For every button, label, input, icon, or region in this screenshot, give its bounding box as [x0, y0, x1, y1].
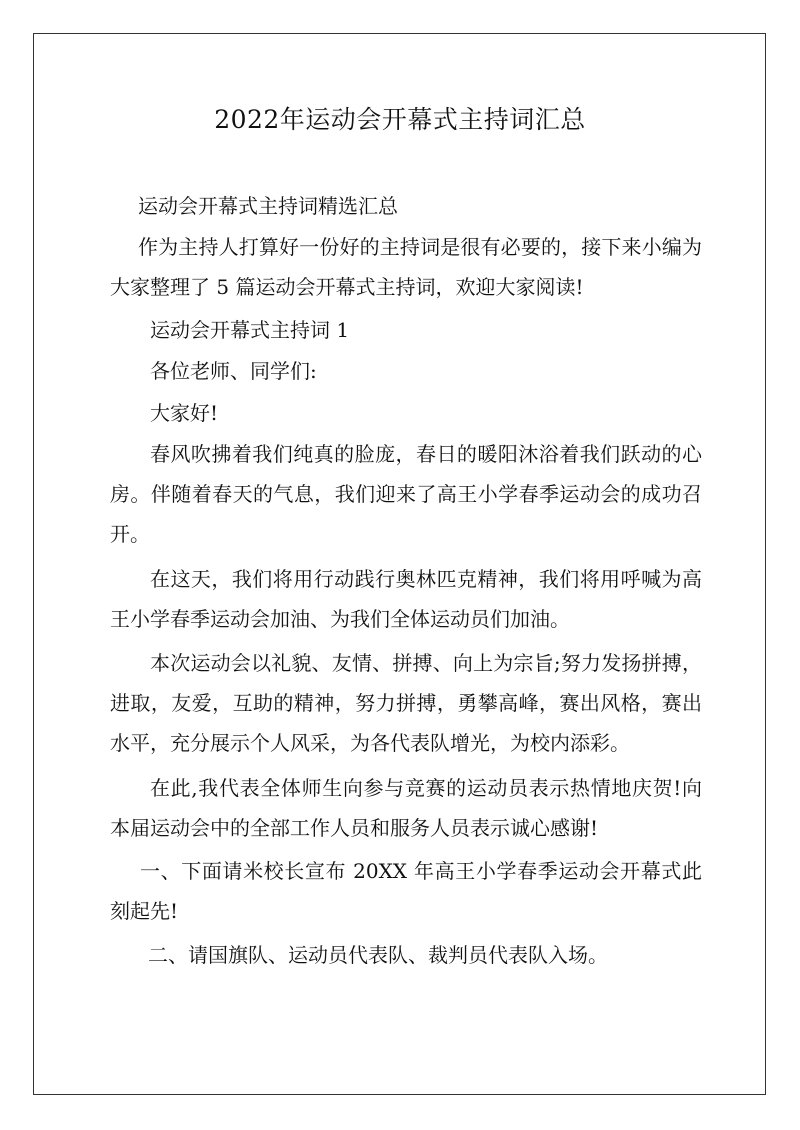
paragraph-item-one: 一、下面请米校长宣布 20XX 年高王小学春季运动会开幕式此刻起先!	[110, 859, 702, 923]
paragraph-olympic: 在这天，我们将用行动践行奥林匹克精神，我们将用呼喊为高王小学春季运动会加油、为我们全体运动员们加油。	[110, 567, 702, 631]
paragraph-greeting: 大家好!	[150, 401, 219, 425]
paragraph-salutation: 各位老师、同学们:	[150, 359, 317, 383]
paragraph-intro: 作为主持人打算好一份好的主持词是很有必要的，接下来小编为大家整理了 5 篇运动会开幕式主持词，欢迎大家阅读!	[110, 235, 702, 299]
paragraph-thanks: 在此,我代表全体师生向参与竞赛的运动员表示热情地庆贺!向本届运动会中的全部工作人员和服务人员表示诚心感谢!	[110, 776, 702, 840]
paragraph-purpose: 本次运动会以礼貌、友情、拼搏、向上为宗旨;努力发扬拼搏，进取，友爱，互助的精神，努力拼搏，勇攀高峰，赛出风格，赛出水平，充分展示个人风采，为各代表队增光，为校内添彩。	[110, 651, 702, 755]
paragraph-section-heading: 运动会开幕式主持词 1	[150, 318, 350, 342]
document-title: 2022年运动会开幕式主持词汇总	[214, 105, 586, 134]
paragraph-subtitle: 运动会开幕式主持词精选汇总	[138, 194, 398, 218]
paragraph-item-two: 二、请国旗队、运动员代表队、裁判员代表队入场。	[148, 943, 608, 967]
paragraph-spring: 春风吹拂着我们纯真的脸庞，春日的暖阳沐浴着我们跃动的心房。伴随着春天的气息，我们迎来了高王小学春季运动会的成功召开。	[110, 442, 702, 546]
